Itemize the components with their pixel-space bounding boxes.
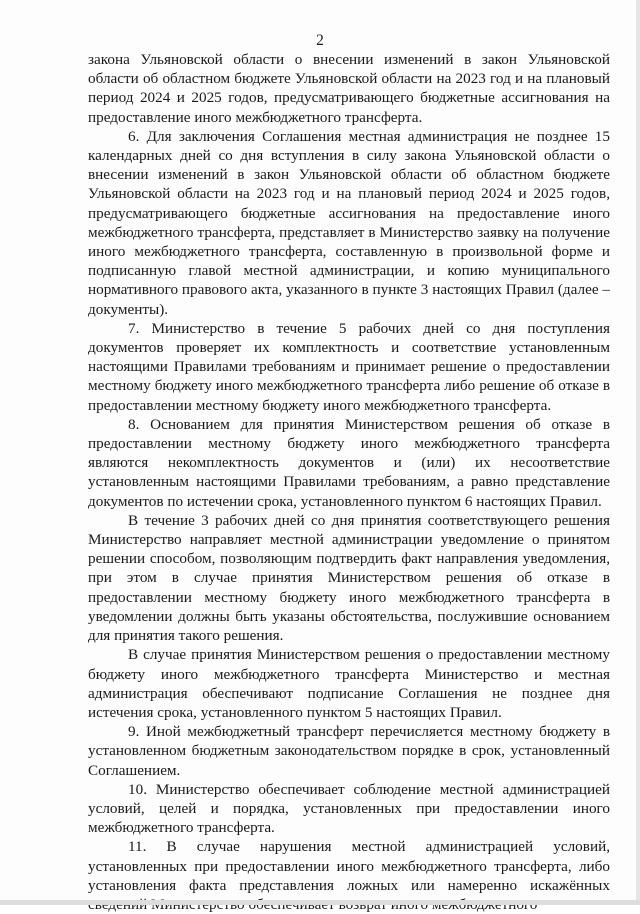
paragraph-continuation: закона Ульяновской области о внесении изменений в закон Ульяновской области об областном бюджете Ульяновской области на 2023 год и на плановый период 2024 и 2025 годов, предусматривающего бюджетные ассигнования на предоставление иного межбюджетного трансферта. [88,51,610,126]
paragraph-item-10: 10. Министерство обеспечивает соблюдение местной администрацией условий, целей и порядка, установленных при предоставлении иного межбюджетного трансферта. [88,780,610,837]
paragraph-item-11: 11. В случае нарушения местной администрацией условий, установленных при предоставлении иного межбюджетного трансферта, либо установления факта представления ложных или намеренно искажённых [88,838,610,894]
paragraph-item-6: 6. Для заключения Соглашения местная администрация не позднее 15 календарных дней со дня вступления в силу закона Ульяновской области о внесении изменений в закон Ульяновской области об областном бюджете Ульяновской области на 2023 год и на плановый период 2024 и 2025 годов, предусматривающего бюджетные ассигнования на предоставление иного межбюджетного трансферта, представляет в Министерство заявку на получение иного межбюджетного трансферта, составленную в произвольной форме и подписанную главой местной администрации, и копию муниципального нормативного правового акта, указанного в пункте 3 настоящих Правил (далее – документы). [88,127,610,318]
paragraph-notification: В течение 3 рабочих дней со дня принятия соответствующего решения Министерство направляет местной администрации уведомление о принятом решении способом, позволяющим подтвердить факт направления уведомления, при этом в случае принятия Министерством решения об отказе в предоставлении местному бюджету иного межбюджетного трансферта в уведомлении должны быть указаны обстоятельства, послужившие основанием для принятия такого решения. [88,511,610,645]
paragraph-item-8: 8. Основанием для принятия Министерством решения об отказе в предоставлении местному бюджету иного межбюджетного трансферта являются некомплектность документов и (или) их несоответствие установленным настоящими Правилами требованиям, а равно представление документов по истечении срока, установленного пунктом 6 настоящих Правил. [88,415,610,510]
paragraph-item-7: 7. Министерство в течение 5 рабочих дней со дня поступления документов проверяет их комплектность и соответствие установленным настоящими Правилами требованиям и принимает решение о предоставлении местному бюджету иного межбюджетного трансферта либо решение об отказе в предоставлении местному бюджету иного межбюджетного трансферта. [88,319,610,414]
scan-edge-right [636,0,640,905]
paragraph-agreement-signing: В случае принятия Министерством решения о предоставлении местному бюджету иного межбюджетного трансферта Министерство и местная администрация обеспечивают подписание Соглашения не позднее дня истечения срока, установленного пунктом 5 настоящих Правил. [88,646,610,721]
page-number: 2 [316,32,324,49]
scan-edge-bottom [0,900,640,905]
paragraph-item-9: 9. Иной межбюджетный трансферт перечисляется местному бюджету в установленном бюджетным законодательством порядке в срок, установленный Соглашением. [88,723,610,779]
document-body [88,50,610,914]
